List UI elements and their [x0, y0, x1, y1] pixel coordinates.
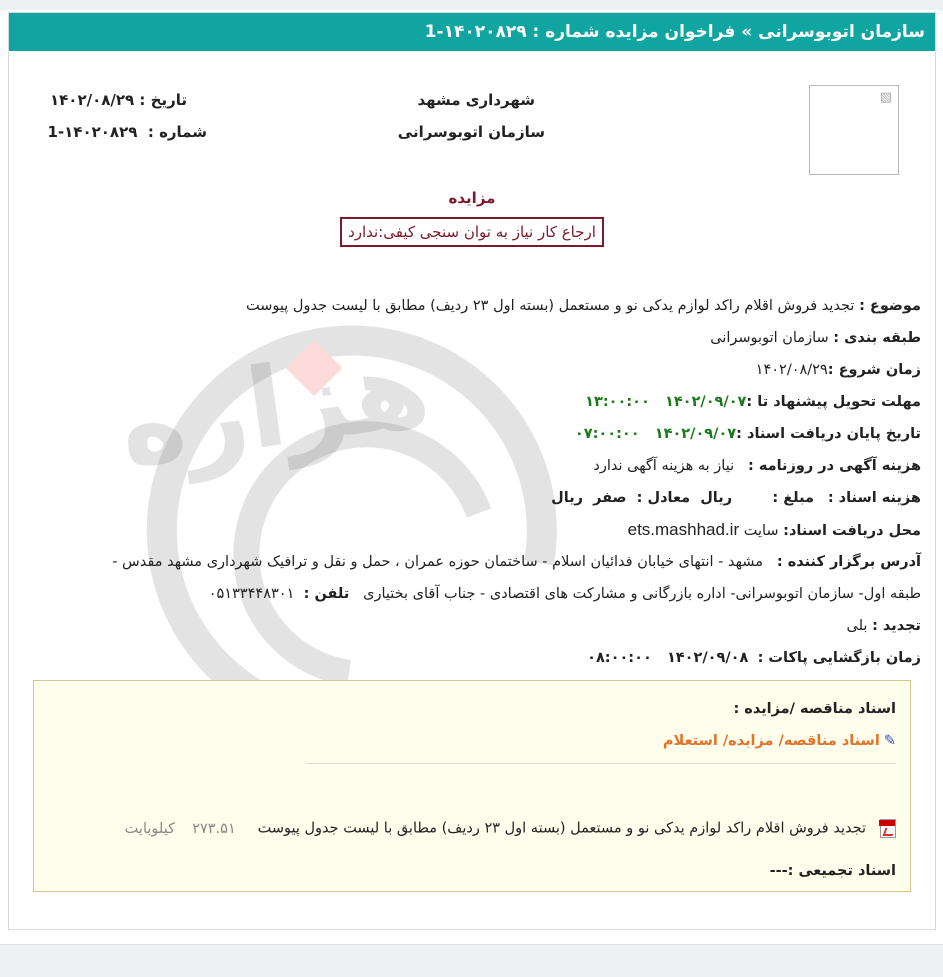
doc-cost-row	[112, 482, 921, 514]
address-line-1: مشهد - انتهای خیابان فدائیان اسلام - ساختمان حوزه عمران ، حمل و نقل و ترافیک شهرداری مشهد مقدس -	[112, 554, 764, 570]
start-value: ۱۴۰۲/۰۸/۲۹	[755, 362, 828, 378]
file-item[interactable]	[125, 819, 896, 838]
opening-value: ۱۴۰۲/۰۹/۰۸ ۰۸:۰۰:۰۰	[587, 650, 749, 666]
documents-link[interactable]	[663, 733, 896, 749]
number-line	[47, 123, 207, 141]
address-row-2	[112, 578, 921, 610]
documents-link-label: اسناد مناقصه/ مزایده/ استعلام	[662, 733, 880, 749]
number-label: شماره :	[147, 123, 207, 141]
doc-cost-value: مبلغ : ریال معادل : صفر ریال	[551, 490, 814, 506]
doc-end-row	[112, 418, 921, 450]
tender-panel	[8, 12, 936, 930]
page-header: سازمان اتوبوسرانی » فراخوان مزایده شماره : ۱۴۰۲۰۸۲۹-1	[9, 13, 935, 51]
opening-row	[112, 642, 921, 674]
page-footer-strip	[0, 944, 943, 977]
subject-row	[112, 290, 921, 322]
ad-cost-label: هزینه آگهی در روزنامه :	[747, 458, 921, 474]
aggregate-docs: اسناد تجمیعی :---	[769, 863, 896, 879]
category-label: طبقه بندی :	[833, 330, 921, 346]
pdf-icon	[880, 819, 896, 838]
phone-value: ۰۵۱۳۳۴۴۸۳۰۱	[208, 586, 295, 602]
documents-box	[33, 680, 911, 892]
pencil-icon: ✎	[883, 733, 896, 749]
renewal-label: تجدید :	[872, 618, 921, 634]
quality-badge: ارجاع کار نیاز به توان سنجی کیفی:ندارد	[340, 217, 604, 247]
subject-label: موضوع :	[859, 298, 921, 314]
renewal-value: بلی	[846, 618, 868, 634]
tender-type-title: مزایده	[448, 189, 496, 207]
ad-cost-value: نیاز به هزینه آگهی ندارد	[593, 458, 735, 474]
address-label: آدرس برگزار کننده :	[776, 554, 921, 570]
tender-details	[112, 290, 921, 674]
doc-end-value: ۱۴۰۲/۰۹/۰۷ ۰۷:۰۰:۰۰	[574, 426, 737, 442]
doc-place-row	[112, 514, 921, 546]
doc-cost-label: هزینه اسناد :	[827, 490, 921, 506]
opening-label: زمان بازگشایی پاکات :	[757, 650, 921, 666]
phone-label: تلفن :	[303, 586, 350, 602]
renewal-row	[112, 610, 921, 642]
category-value: سازمان اتوبوسرانی	[710, 330, 829, 346]
divider	[306, 763, 896, 764]
ad-cost-row	[112, 450, 921, 482]
doc-place-label: محل دریافت اسناد:	[783, 523, 921, 539]
doc-place-prefix: سایت	[743, 523, 779, 539]
start-label: زمان شروع :	[827, 362, 921, 378]
org-name-2: سازمان اتوبوسرانی	[397, 123, 545, 141]
doc-end-label: تاریخ پایان دریافت اسناد :	[736, 426, 921, 442]
deadline-value: ۱۴۰۲/۰۹/۰۷ ۱۳:۰۰:۰۰	[585, 394, 747, 410]
file-size-unit: کیلوبایت	[124, 820, 175, 837]
category-row	[112, 322, 921, 354]
file-size: ۲۷۳.۵۱	[192, 820, 236, 837]
date-line	[50, 91, 187, 109]
org-logo-image	[809, 85, 899, 175]
documents-title: اسناد مناقصه /مزایده :	[733, 701, 896, 717]
address-line-2: طبقه اول- سازمان اتوبوسرانی- اداره بازرگانی و مشارکت های اقتصادی - جناب آقای بختیاری	[363, 586, 921, 602]
broken-image-icon: ▧	[879, 90, 892, 105]
subject-value: تجدید فروش اقلام راکد لوازم یدکی نو و مستعمل (بسته اول ۲۳ ردیف) مطابق با لیست جدول پیوست	[246, 298, 855, 314]
deadline-row	[112, 386, 921, 418]
start-row	[112, 354, 921, 386]
browser-top-strip	[0, 0, 943, 10]
file-name[interactable]: تجدید فروش اقلام راکد لوازم یدکی نو و مستعمل (بسته اول ۲۳ ردیف) مطابق با لیست جدول پیوست	[257, 820, 866, 837]
date-label: تاریخ :	[139, 91, 187, 109]
date-value: ۱۴۰۲/۰۸/۲۹	[49, 91, 135, 109]
deadline-label: مهلت تحویل پیشنهاد تا :	[746, 394, 921, 410]
watermark-text: هزاره	[111, 322, 438, 492]
org-name-1: شهرداری مشهد	[417, 91, 535, 109]
number-value: ۱۴۰۲۰۸۲۹-1	[47, 123, 138, 141]
doc-place-site-link[interactable]: ets.mashhad.ir	[627, 520, 740, 539]
address-row-1	[112, 546, 921, 578]
